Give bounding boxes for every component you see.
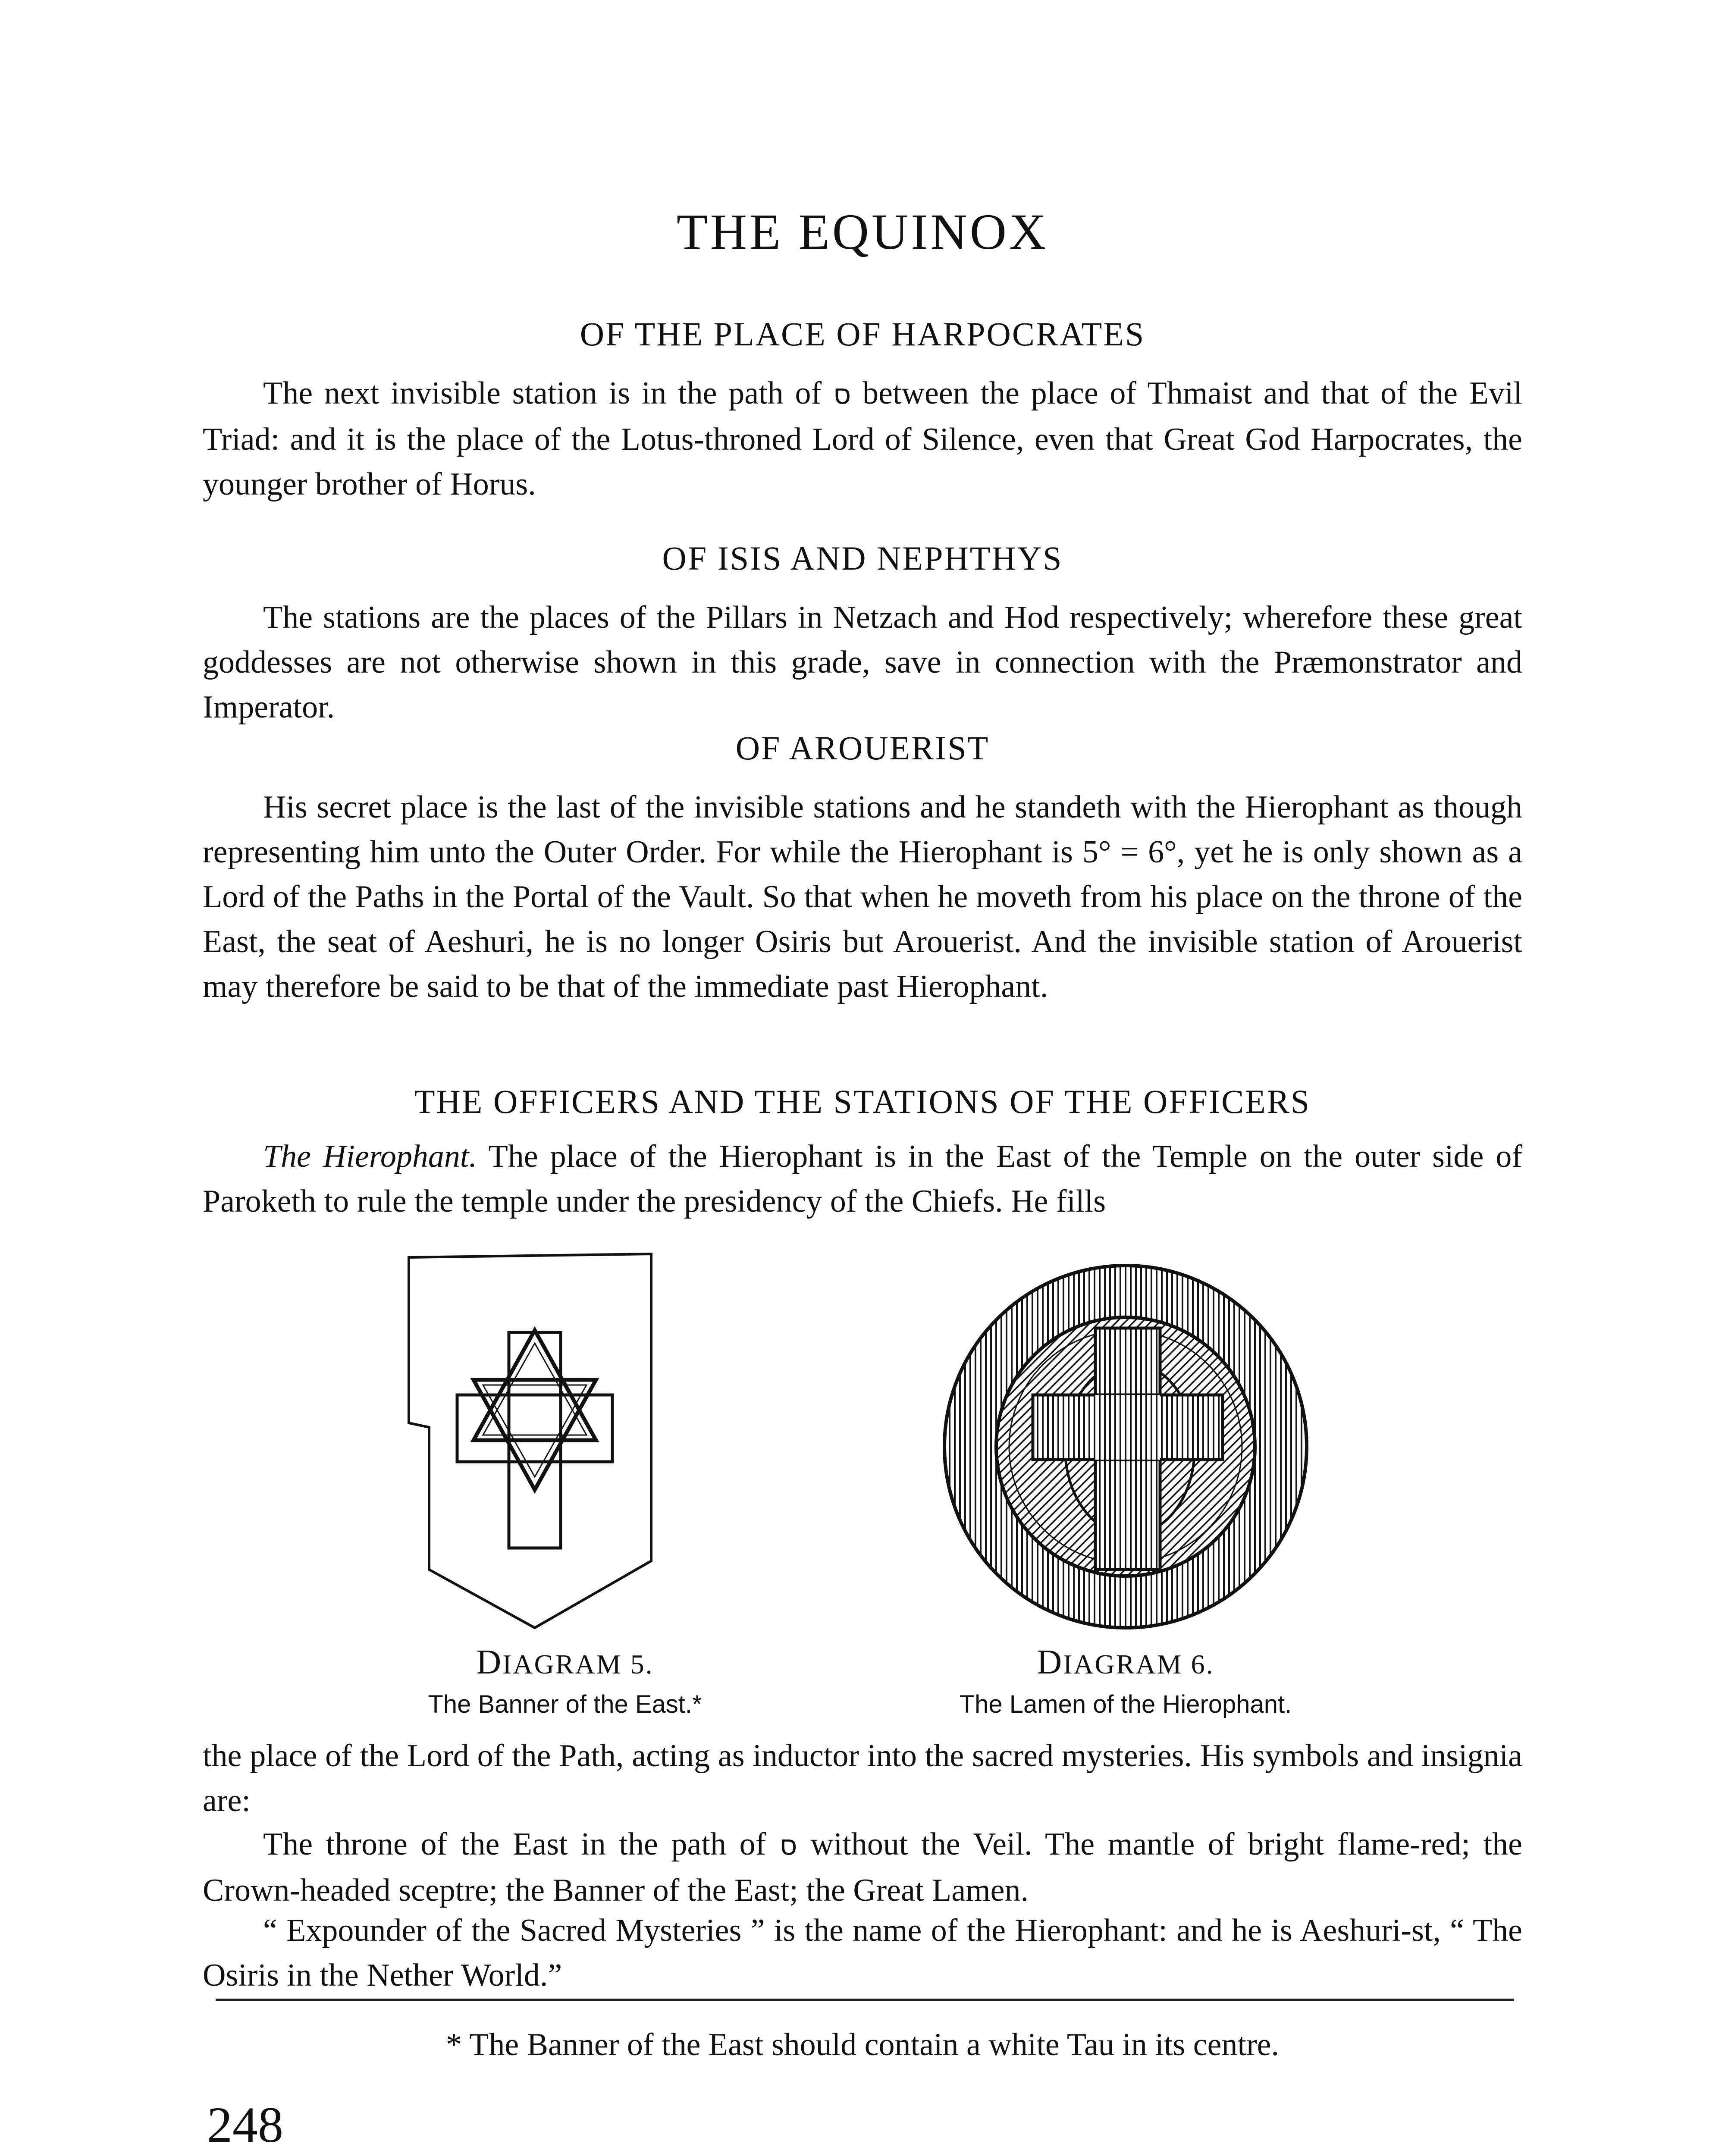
paragraph-lord-of-the-path: the place of the Lord of the Path, acting as inductor into the sacred mysteries. His symbols and insignia are: — [203, 1738, 1522, 1818]
officer-name: The Hierophant. — [263, 1139, 477, 1174]
diagram-5-description: The Banner of the East.* — [428, 1690, 702, 1718]
heading-officers: THE OFFICERS AND THE STATIONS OF THE OFFICERS — [414, 1083, 1311, 1120]
paragraph-arouerist: His secret place is the last of the invisible stations and he standeth with the Hierophant as though representing him unto the Outer Order. For while the Hierophant is 5° = 6°, yet he is only shown as a Lord of the Paths in the Portal of the Vault. So that when he moveth from his place on the throne of the East, the seat of Aeshuri, he is no longer Osiris but Arouerist. And the invisible station of Arouerist may therefore be said to be that of the immediate past Hierophant. — [203, 790, 1522, 1004]
page-number: 248 — [207, 2096, 283, 2153]
caption-diagram-6 — [923, 1643, 1328, 1719]
caption-diagram-5 — [380, 1643, 750, 1719]
diagram-6-label: DIAGRAM 6. — [1037, 1643, 1214, 1681]
heading-arouerist: OF AROUERIST — [735, 729, 990, 767]
banner-of-the-east-diagram — [405, 1250, 677, 1630]
paragraph-expounder: “ Expounder of the Sacred Mysteries ” is the name of the Hierophant: and he is Aeshuri-st, “ The Osiris in the Nether World.” — [203, 1913, 1522, 1993]
paragraph-isis-nephthys: The stations are the places of the Pillars in Netzach and Hod respectively; wherefore these great goddesses are not otherwise shown in this grade, save in connection with the Præmonstrator and Imperator. — [203, 600, 1522, 725]
harpocrates-text-end: between the place of Thmaist and that of the Evil Triad: and it is the place of the Lotus-throned Lord of Silence, even that Great God Harpocrates, the younger brother of Horus. — [203, 376, 1522, 502]
lamen-of-the-hierophant-diagram — [938, 1259, 1313, 1634]
paragraph-insignia — [203, 1822, 1522, 1913]
footnote-rule — [216, 1999, 1514, 2001]
heading-harpocrates: OF THE PLACE OF HARPOCRATES — [580, 315, 1145, 353]
paragraph-harpocrates — [203, 371, 1522, 507]
insignia-text-start: The throne of the East in the path of — [263, 1827, 780, 1862]
heading-isis-nephthys: OF ISIS AND NEPHTHYS — [662, 539, 1063, 577]
hebrew-letter-samekh: ס — [833, 379, 851, 411]
diagram-5-label: DIAGRAM 5. — [476, 1643, 654, 1681]
running-title: THE EQUINOX — [676, 204, 1049, 260]
insignia-text-end: without the Veil. The mantle of bright flame-red; the Crown-headed sceptre; the Banner of the East; the Great Lamen. — [203, 1827, 1523, 1908]
hierophant-text: The place of the Hierophant is in the East of the Temple on the outer side of Paroketh to rule the temple under the presidency of the Chiefs. He fills — [203, 1139, 1522, 1219]
harpocrates-text-start: The next invisible station is in the path of — [263, 376, 833, 411]
diagram-6-description: The Lamen of the Hierophant. — [959, 1690, 1292, 1718]
footnote: * The Banner of the East should contain a white Tau in its centre. — [445, 2027, 1280, 2062]
hebrew-letter-samekh-2: ס — [779, 1830, 797, 1861]
paragraph-hierophant — [203, 1134, 1522, 1224]
